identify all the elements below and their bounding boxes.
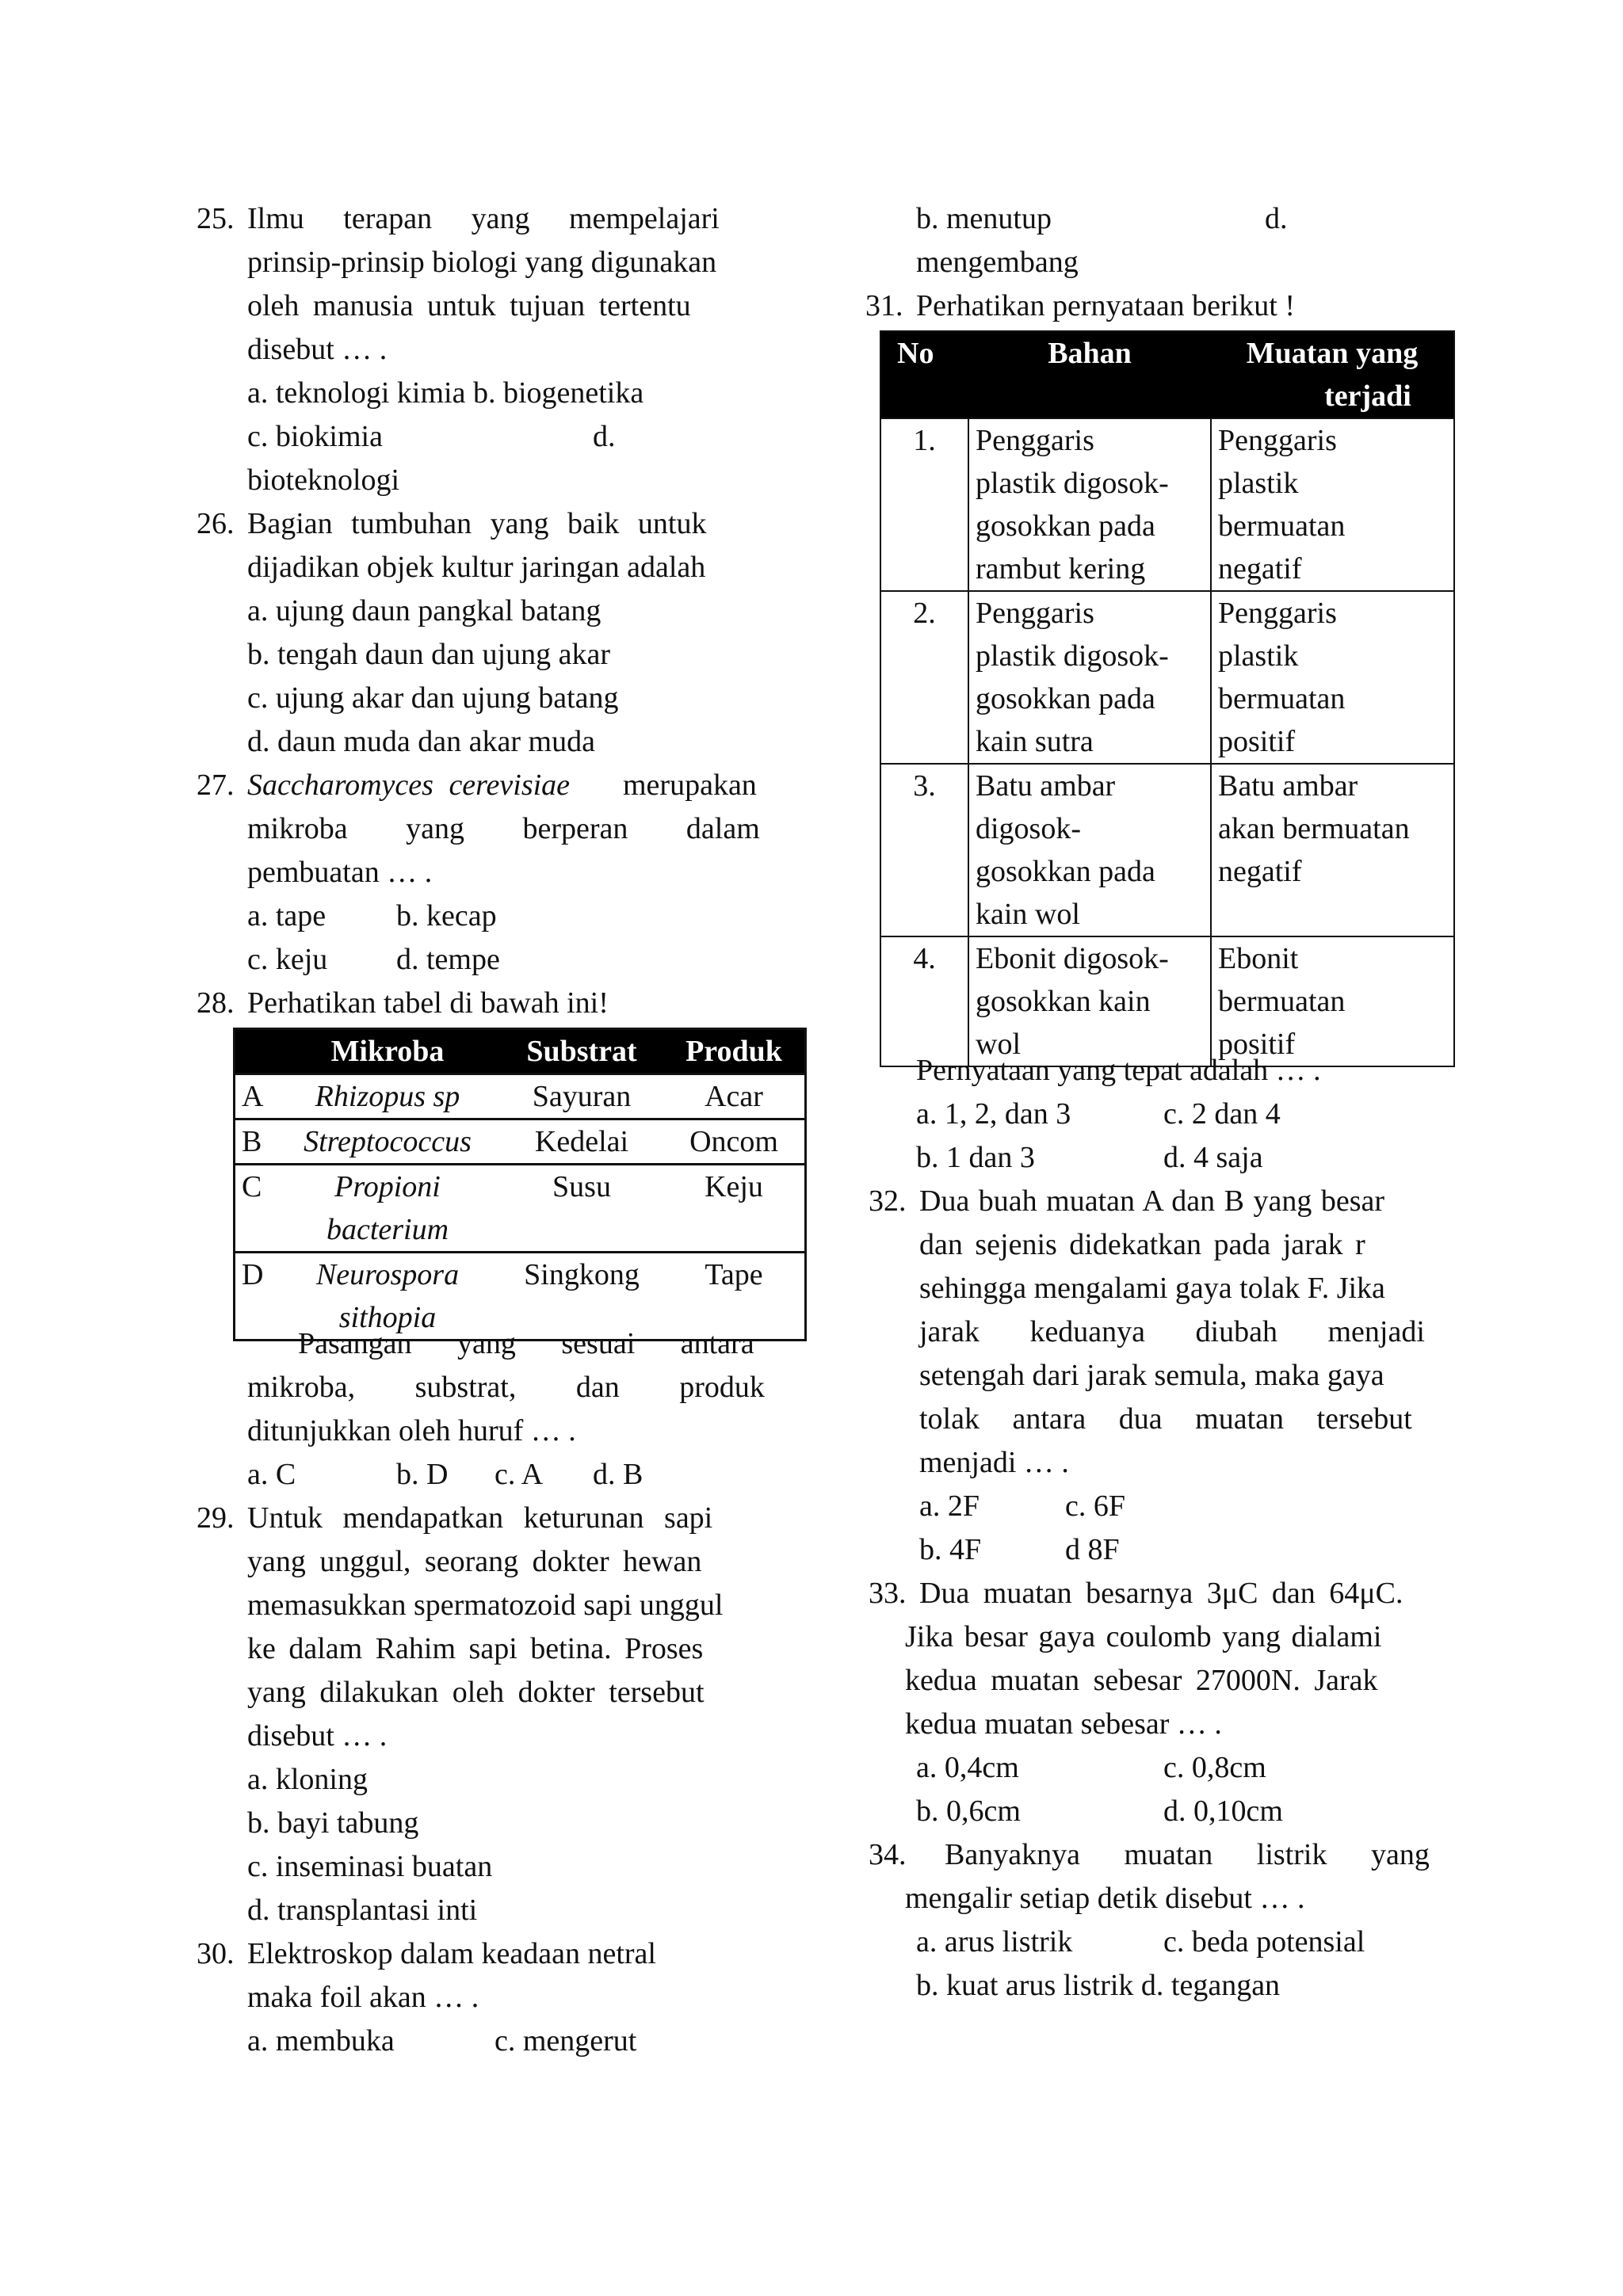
question-stem-line: Perhatikan tabel di bawah ini!	[247, 986, 609, 1020]
table-cell	[968, 418, 1211, 591]
cell-line: negatif	[1218, 855, 1302, 888]
question-number: 27.	[197, 769, 235, 802]
table-row	[235, 1119, 806, 1165]
table-cell: D	[235, 1253, 276, 1341]
table-cell: A	[235, 1074, 276, 1119]
table-cell: Acar	[663, 1074, 806, 1119]
question-number: 33.	[869, 1577, 907, 1610]
cell-line: Batu ambar	[1218, 769, 1358, 803]
table-row	[880, 591, 1454, 764]
species-name: Saccharomyces cerevisiae	[247, 769, 571, 802]
table-cell	[1211, 764, 1454, 936]
cell-line: akan bermuatan	[1218, 812, 1410, 845]
answer-option: c. biokimia	[247, 420, 383, 453]
question-stem-line: Jika besar gaya coulomb yang dialami	[905, 1620, 1382, 1653]
answer-option: a. kloning	[247, 1763, 368, 1796]
table-header-row	[235, 1029, 806, 1074]
question-stem-line: Dua muatan besarnya 3μC dan 64μC.	[919, 1577, 1403, 1610]
microbe-table	[233, 1028, 807, 1341]
table-row	[880, 936, 1454, 1066]
table-cell: Streptococcus	[275, 1119, 500, 1165]
answer-option: bioteknologi	[247, 463, 400, 497]
question-stem-line: prinsip-prinsip biologi yang digunakan	[247, 246, 717, 279]
question-stem-line: Perhatikan pernyataan berikut !	[916, 289, 1295, 322]
answer-option: b. menutup	[916, 202, 1052, 235]
question-stem-line: merupakan	[623, 769, 757, 802]
cell-line: bermuatan	[1218, 509, 1346, 543]
answer-option: a. tape	[247, 899, 327, 933]
table-cell: Tape	[663, 1253, 806, 1341]
question-stem-line: kedua muatan sebesar 27000N. Jarak	[905, 1664, 1378, 1697]
answer-option: d.	[593, 420, 616, 453]
answer-option: a. teknologi kimia b. biogenetika	[247, 376, 644, 410]
question-stem-line: Elektroskop dalam keadaan netral	[247, 1937, 656, 1970]
question-stem-line: sehingga mengalami gaya tolak F. Jika	[919, 1272, 1385, 1305]
question-stem-line: mikroba yang berperan dalam	[247, 812, 760, 845]
answer-option: c. keju	[247, 943, 328, 976]
question-number: 30.	[197, 1937, 235, 1970]
cell-line: Penggaris	[976, 424, 1094, 457]
answer-option: c. 0,8cm	[1163, 1751, 1266, 1784]
table-cell: B	[235, 1119, 276, 1165]
table-cell: 2.	[880, 591, 968, 764]
cell-line: Propioni	[334, 1170, 441, 1203]
cell-line: plastik digosok-	[976, 467, 1169, 500]
cell-line: negatif	[1218, 552, 1302, 585]
cell-line: kain sutra	[976, 725, 1094, 758]
question-stem-line: ke dalam Rahim sapi betina. Proses	[247, 1632, 704, 1665]
answer-option: c. ujung akar dan ujung batang	[247, 681, 619, 715]
answer-option: c. inseminasi buatan	[247, 1850, 493, 1883]
cell-line: digosok-	[976, 812, 1081, 845]
question-stem-line: kedua muatan sebesar … .	[905, 1707, 1222, 1741]
cell-line: rambut kering	[976, 552, 1146, 585]
cell-line: gosokkan pada	[976, 509, 1155, 543]
cell-line: wol	[976, 1028, 1021, 1061]
question-stem-line: Untuk mendapatkan keturunan sapi	[247, 1501, 713, 1535]
table-cell: Oncom	[663, 1119, 806, 1165]
answer-option: d. 0,10cm	[1163, 1794, 1283, 1828]
question-stem-line: pembuatan … .	[247, 856, 433, 889]
answer-option: b. 1 dan 3	[916, 1141, 1035, 1174]
answer-option: b. D	[396, 1458, 449, 1491]
table-cell	[968, 764, 1211, 936]
table-cell	[275, 1165, 500, 1253]
answer-option: d. transplantasi inti	[247, 1894, 478, 1927]
table-cell: Kedelai	[500, 1119, 663, 1165]
cell-line: Ebonit	[1218, 942, 1299, 975]
table-header: Produk	[663, 1029, 806, 1074]
table-header	[235, 1029, 276, 1074]
cell-line: Ebonit digosok-	[976, 942, 1169, 975]
question-number: 25.	[197, 202, 235, 235]
question-stem-line: ditunjukkan oleh huruf … .	[247, 1414, 576, 1447]
question-stem-line: maka foil akan … .	[247, 1981, 479, 2014]
question-number: 32.	[869, 1184, 907, 1218]
question-stem-line: oleh manusia untuk tujuan tertentu	[247, 289, 691, 322]
answer-option: a. C	[247, 1458, 296, 1491]
answer-option: d. B	[593, 1458, 643, 1491]
question-stem-line: setengah dari jarak semula, maka gaya	[919, 1359, 1384, 1392]
table-cell: 1.	[880, 418, 968, 591]
cell-line: Batu ambar	[976, 769, 1116, 803]
table-cell: Sayuran	[500, 1074, 663, 1119]
cell-line: gosokkan kain	[976, 985, 1151, 1018]
question-stem-line: Pasangan yang sesuai antara	[298, 1327, 754, 1360]
table-cell	[1211, 418, 1454, 591]
table-cell: Rhizopus sp	[275, 1074, 500, 1119]
question-stem-line: dan sejenis didekatkan pada jarak r	[919, 1228, 1365, 1261]
table-row	[880, 764, 1454, 936]
question-stem-line: dijadikan objek kultur jaringan adalah	[247, 551, 706, 584]
question-stem-line: Dua buah muatan A dan B yang besar	[919, 1184, 1385, 1218]
answer-option: a. 0,4cm	[916, 1751, 1019, 1784]
question-stem-line: disebut … .	[247, 1719, 388, 1753]
answer-option: b. 0,6cm	[916, 1794, 1021, 1828]
cell-line: plastik digosok-	[976, 639, 1169, 673]
question-stem-line: disebut … .	[247, 333, 388, 366]
cell-line: gosokkan pada	[976, 682, 1155, 715]
answer-option: a. arus listrik	[916, 1925, 1073, 1958]
answer-option: b. 4F	[919, 1533, 982, 1566]
table-cell	[968, 591, 1211, 764]
table-row	[880, 418, 1454, 591]
charge-table	[880, 330, 1455, 1067]
table-header-row	[880, 331, 1454, 418]
cell-line: kain wol	[976, 898, 1080, 931]
cell-line: bacterium	[326, 1213, 449, 1246]
table-cell: Susu	[500, 1165, 663, 1253]
answer-option: d. daun muda dan akar muda	[247, 725, 595, 758]
question-number: 31.	[865, 289, 903, 322]
header-line: terjadi	[1324, 379, 1411, 413]
answer-option: c. 6F	[1065, 1489, 1125, 1523]
answer-option: a. membuka	[247, 2024, 395, 2058]
question-stem-line: menjadi … .	[919, 1446, 1069, 1479]
answer-option: b. kuat arus listrik d. tegangan	[916, 1969, 1281, 2002]
answer-option: c. beda potensial	[1163, 1925, 1365, 1958]
cell-line: positif	[1218, 725, 1296, 758]
cell-line: positif	[1218, 1028, 1296, 1061]
cell-line: bermuatan	[1218, 682, 1346, 715]
question-number: 29.	[197, 1501, 235, 1535]
cell-line: Penggaris	[976, 597, 1094, 630]
table-cell	[1211, 591, 1454, 764]
question-stem-line: jarak keduanya diubah menjadi	[919, 1315, 1425, 1348]
answer-option: d. tempe	[396, 943, 500, 976]
cell-line: sithopia	[338, 1301, 437, 1334]
cell-line: plastik	[1218, 639, 1299, 673]
answer-option: c. A	[495, 1458, 544, 1491]
cell-line: bermuatan	[1218, 985, 1346, 1018]
question-number: 28.	[197, 986, 235, 1020]
cell-line	[1218, 893, 1447, 936]
table-header: Mikroba	[275, 1029, 500, 1074]
table-row	[235, 1165, 806, 1253]
question-stem-line: yang dilakukan oleh dokter tersebut	[247, 1676, 705, 1709]
question-number: 26.	[197, 507, 235, 540]
answer-option: b. kecap	[396, 899, 497, 933]
answer-option: d 8F	[1065, 1533, 1120, 1566]
table-header: No	[880, 331, 968, 418]
answer-option: b. bayi tabung	[247, 1806, 419, 1840]
table-cell: 4.	[880, 936, 968, 1066]
table-cell	[1211, 936, 1454, 1066]
cell-line: Penggaris	[1218, 424, 1337, 457]
answer-option: b. tengah daun dan ujung akar	[247, 638, 610, 671]
table-cell: 3.	[880, 764, 968, 936]
question-stem-line: Banyaknya muatan listrik yang	[945, 1838, 1430, 1871]
cell-line: Neurospora	[315, 1258, 460, 1291]
cell-line: gosokkan pada	[976, 855, 1155, 888]
question-stem-line: mengalir setiap detik disebut … .	[905, 1882, 1305, 1915]
cell-line: Penggaris	[1218, 597, 1337, 630]
table-header	[1211, 331, 1454, 418]
answer-option: c. 2 dan 4	[1163, 1097, 1281, 1131]
header-line: Muatan yang	[1246, 337, 1419, 370]
table-cell: C	[235, 1165, 276, 1253]
answer-option: mengembang	[916, 246, 1079, 279]
table-cell	[968, 936, 1211, 1066]
table-header: Substrat	[500, 1029, 663, 1074]
question-stem-line: Pernyataan yang tepat adalah … .	[916, 1054, 1321, 1087]
answer-option: c. mengerut	[495, 2024, 637, 2058]
table-cell: Singkong	[500, 1253, 663, 1341]
table-header: Bahan	[968, 331, 1211, 418]
answer-option: d. 4 saja	[1163, 1141, 1263, 1174]
answer-option: a. 1, 2, dan 3	[916, 1097, 1071, 1131]
question-stem-line: mikroba, substrat, dan produk	[247, 1371, 765, 1404]
answer-option: d.	[1265, 202, 1288, 235]
question-stem-line: tolak antara dua muatan tersebut	[919, 1402, 1412, 1436]
answer-option: a. 2F	[919, 1489, 980, 1523]
cell-line: plastik	[1218, 467, 1299, 500]
question-stem-line: yang unggul, seorang dokter hewan	[247, 1545, 702, 1578]
question-stem-line: memasukkan spermatozoid sapi unggul	[247, 1589, 724, 1622]
table-cell: Keju	[663, 1165, 806, 1253]
question-number: 34.	[869, 1838, 907, 1871]
question-stem-line: Ilmu terapan yang mempelajari	[247, 202, 720, 235]
question-stem-line: Bagian tumbuhan yang baik untuk	[247, 507, 707, 540]
table-row	[235, 1074, 806, 1119]
answer-option: a. ujung daun pangkal batang	[247, 594, 601, 627]
